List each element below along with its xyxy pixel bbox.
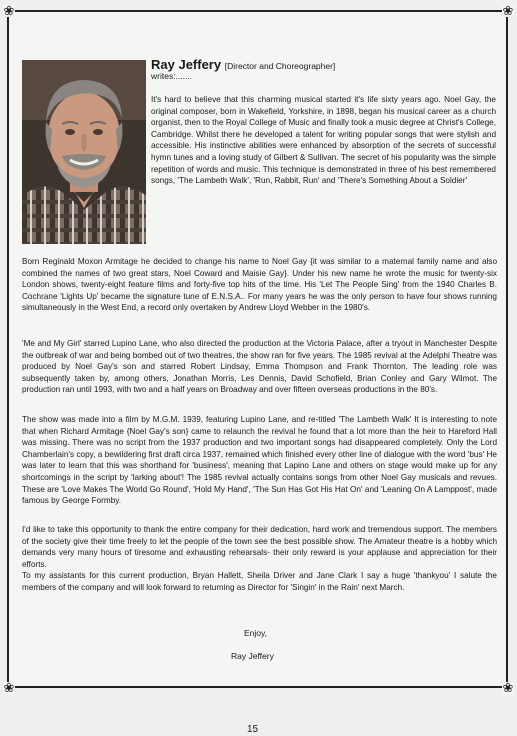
intro-paragraph: It's hard to believe that this charming musical started it's life sixty years ago. Noel Gay, the original composer, born in Wakefield, Yorkshire, in 1898, began his musical career as a church organist, then to the Royal College of Music and finally took a music degree at Christ's College, Cambridge. Whilst there he developed a talent for writing popular songs that were stylish and accessible. His instinctive abilities were enhanced by absorption of the secrets of successful hymn tunes and a loving study of Gilbert & Sullivan. The secret of his popularity was the simple repetition of words and music. This technique is demonstrated in three of his best remembered songs, 'The Lambeth Walk', 'Run, Rabbit, Run' and 'There's Something About a Soldier' [151,95,496,186]
corner-ornament-icon: ❀ [502,680,514,695]
author-photo [22,60,146,244]
corner-ornament-icon: ❀ [3,680,15,695]
writes-label: writes:....... [151,71,193,81]
body-paragraph: I'd like to take this opportunity to thank the entire company for their dedication, hard work and tremendous support. The members of the society give their time freely to let the people of the town see the best possible show. The Amateur theatre is a hobby which demands very many hours of tiresome and exhausting rehearsals- their only reward is your applause and appreciation for their efforts. To my assistants for this current production, Bryan Hallett, Sheila Driver and Jane Clark I say a huge 'thankyou' I salute the members of the company and will look forward to returning as Director for 'Singin' in the Rain' next March. [22,525,497,592]
corner-ornament-icon: ❀ [502,3,514,18]
body-paragraph: Born Reginald Moxon Armitage he decided to change his name to Noel Gay {it was similar to a maternal family name and also combined the names of two great stars, Noel Coward and Maisie Gay}. Under his new name he wrote the music for twenty-six London shows, twenty-eight feature films and forty-five top hits of the time. His 'Let The People Sing' from the 1940 Charles B. Cochrane 'Lights Up' became the signature tune of E.N.S.A.. For many years he was the only person to have four shows running simultaneously in the West End, a record only overtaken by Andrew Lloyd Webber in the 1980's. [22,257,497,313]
author-name: Ray Jeffery [151,57,222,72]
page-number: 15 [247,724,259,735]
author-portrait-icon [22,60,146,244]
corner-ornament-icon: ❀ [3,3,15,18]
signature-name: Ray Jeffery [231,651,274,661]
closing-text: Enjoy, [244,628,267,638]
author-heading [151,57,335,72]
body-paragraph: The show was made into a film by M.G.M. 1939, featuring Lupino Lane, and re-titled 'The Lambeth Walk' It is interesting to note that when Richard Armitage {Noel Gay's son} came to relaunch the revival he found that a lot more than the heir to Hareford Hall was missing. There was no script from the 1937 production and two important songs had disappeared completely. Only the Lord Chamberlain's copy, a bewildering first draft circa 1937, remained which finished every other line of dialogue with the word 'bus' He was later to learn that this was shorthand for 'business', meaning that Lapino Lane and others on stage would make up for any shortcomings in the script by 'larking about'! The 1985 revival actually contains songs from other Noel Gay musicals and revues. These are 'Love Makes The World Go Round', 'Hold My Hand', 'The Sun Has Got His Hat On' and 'Leaning On A Lamppost', made famous by George Formby. [22,415,497,506]
body-paragraph: 'Me and My Girl' starred Lupino Lane, who also directed the production at the Victoria Palace, after a tryout in Manchester Despite the outbreak of war and being bombed out of two theatres, the show ran for five years. The 1985 revival at the Adelphi Theatre was produced by Noel Gay's son and starred Robert Lindsay, Emma Thompson and Frank Thornton. The leading role was subsequently taken by, among others, Jonathan Morris, Les Dennis, David Schofield, Brian Conley and Gary Wilmot. The production ran until 1993, with two and a half years on Broadway and over fifteen overseas productions in the 80's. [22,339,497,395]
author-role: [Director and Choreographer] [224,61,336,71]
